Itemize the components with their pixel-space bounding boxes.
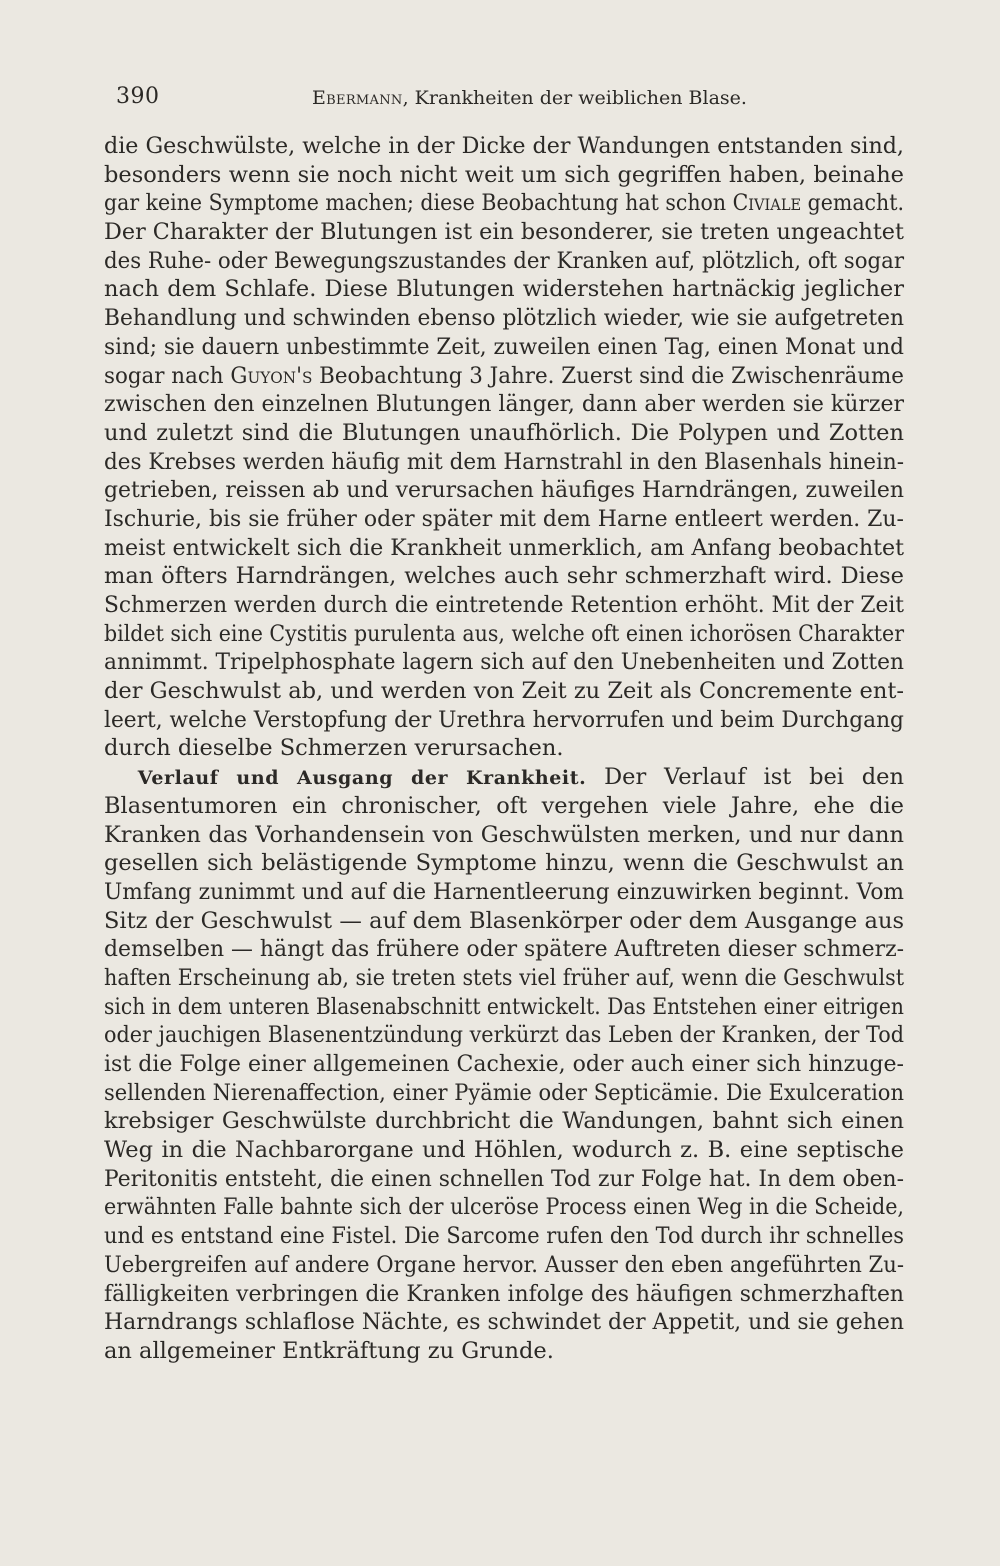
text-line: des Ruhe- oder Bewegungszustandes der Kranken auf, plötzlich, oft sogar (104, 247, 905, 274)
text-segment: Beobachtung 3 Jahre. Zuerst sind die Zwischenräume (312, 362, 904, 389)
text-line: nach dem Schlafe. Diese Blutungen widerstehen hartnäckig jeglicher (104, 276, 904, 303)
running-head-author: Ebermann (312, 87, 403, 109)
text-line: Schmerzen werden durch die eintretende Retention erhöht. Mit der Zeit (104, 592, 905, 618)
text-line: haften Erscheinung ab, sie treten stets viel früher auf, wenn die Geschwulst (104, 964, 905, 991)
text-line: an allgemeiner Entkräftung zu Grunde. (104, 1337, 554, 1364)
author-name-civiale: Civiale (732, 190, 802, 217)
text-segment: gar keine Symptome machen; diese Beobachtung hat schon (104, 190, 733, 217)
text-line: die Geschwülste, welche in der Dicke der Wandungen entstanden sind, (104, 133, 904, 159)
text-line: Sitz der Geschwulst — auf dem Blasenkörper oder dem Ausgange aus (104, 907, 904, 934)
page-header (116, 84, 747, 116)
text-line: Behandlung und schwinden ebenso plötzlich wieder, wie sie aufgetreten (104, 305, 904, 332)
text-line: Kranken das Vorhandensein von Geschwülsten merken, und nur dann (104, 821, 904, 848)
text-line: Ischurie, bis sie früher oder später mit dem Harne entleert werden. Zu- (104, 505, 904, 532)
text-line: Uebergreifen auf andere Organe hervor. Ausser den eben angeführten Zu- (104, 1251, 904, 1278)
text-line: zwischen den einzelnen Blutungen länger, dann aber werden sie kürzer (104, 391, 904, 418)
text-line: fälligkeiten verbringen die Kranken infolge des häufigen schmerzhaften (104, 1280, 905, 1307)
paragraph-2 (104, 763, 904, 1365)
text-segment: Der Verlauf ist bei den (586, 764, 904, 791)
paragraph-1 (104, 132, 904, 763)
text-line: Umfang zunimmt und auf die Harnentleerung einzuwirken beginnt. Vom (104, 878, 904, 905)
text-segment: sogar nach (104, 362, 231, 389)
section-heading: Verlauf und Ausgang der Krankheit. (137, 767, 587, 790)
text-line (104, 362, 904, 391)
text-line: Der Charakter der Blutungen ist ein besonderer, sie treten ungeachtet (104, 219, 904, 246)
text-line: krebsiger Geschwülste durchbricht die Wandungen, bahnt sich einen (104, 1108, 904, 1135)
text-line: Blasentumoren ein chronischer, oft vergehen viele Jahre, ehe die (104, 792, 904, 819)
text-line: oder jauchigen Blasenentzündung verkürzt das Leben der Kranken, der Tod (104, 1022, 905, 1049)
text-line (104, 189, 904, 218)
text-line: erwähnten Falle bahnte sich der ulceröse Process einen Weg in die Scheide, (104, 1194, 904, 1221)
text-line: meist entwickelt sich die Krankheit unmerklich, am Anfang beobachtet (104, 534, 904, 561)
text-line: demselben — hängt das frühere oder spätere Auftreten dieser schmerz- (104, 936, 905, 963)
text-line: getrieben, reissen ab und verursachen häufiges Harndrängen, zuweilen (104, 477, 905, 504)
text-line: gesellen sich belästigende Symptome hinzu, wenn die Geschwulst an (104, 850, 904, 877)
text-line: des Krebses werden häufig mit dem Harnstrahl in den Blasenhals hinein- (104, 448, 905, 475)
text-line: und zuletzt sind die Blutungen unaufhörlich. Die Polypen und Zotten (104, 419, 904, 446)
text-line: leert, welche Verstopfung der Urethra hervorrufen und beim Durchgang (104, 706, 904, 733)
text-line (104, 763, 904, 792)
text-line: Weg in die Nachbarorgane und Höhlen, wodurch z. B. eine septische (104, 1137, 904, 1164)
text-line: ist die Folge einer allgemeinen Cachexie, oder auch einer sich hinzuge- (104, 1051, 904, 1077)
text-line: annimmt. Tripelphosphate lagern sich auf den Unebenheiten und Zotten (104, 649, 904, 676)
text-line: sellenden Nierenaffection, einer Pyämie oder Septicämie. Die Exulceration (104, 1079, 904, 1106)
text-line: Harndrangs schlaflose Nächte, es schwindet der Appetit, und sie gehen (104, 1309, 904, 1336)
text-segment: gemacht. (801, 190, 904, 217)
text-line: sich in dem unteren Blasenabschnitt entwickelt. Das Entstehen einer eitrigen (104, 993, 904, 1020)
running-head-title: , Krankheiten der weiblichen Blase. (402, 87, 747, 109)
text-line: bildet sich eine Cystitis purulenta aus, welche oft einen ichorösen Charakter (104, 620, 905, 647)
body-text (104, 132, 904, 1366)
running-head (312, 87, 747, 109)
text-line: man öfters Harndrängen, welches auch sehr schmerzhaft wird. Diese (104, 563, 904, 590)
text-line: besonders wenn sie noch nicht weit um sich gegriffen haben, beinahe (104, 161, 904, 188)
text-line: Peritonitis entsteht, die einen schnellen Tod zur Folge hat. In dem oben- (104, 1165, 904, 1192)
text-line: durch dieselbe Schmerzen verursachen. (104, 735, 564, 762)
text-line: und es entstand eine Fistel. Die Sarcome rufen den Tod durch ihr schnelles (104, 1223, 905, 1250)
text-line: sind; sie dauern unbestimmte Zeit, zuweilen einen Tag, einen Monat und (104, 333, 904, 360)
author-name-guyon: Guyon's (230, 362, 313, 389)
page-number: 390 (116, 84, 160, 109)
text-line: der Geschwulst ab, und werden von Zeit zu Zeit als Concremente ent- (104, 678, 905, 705)
